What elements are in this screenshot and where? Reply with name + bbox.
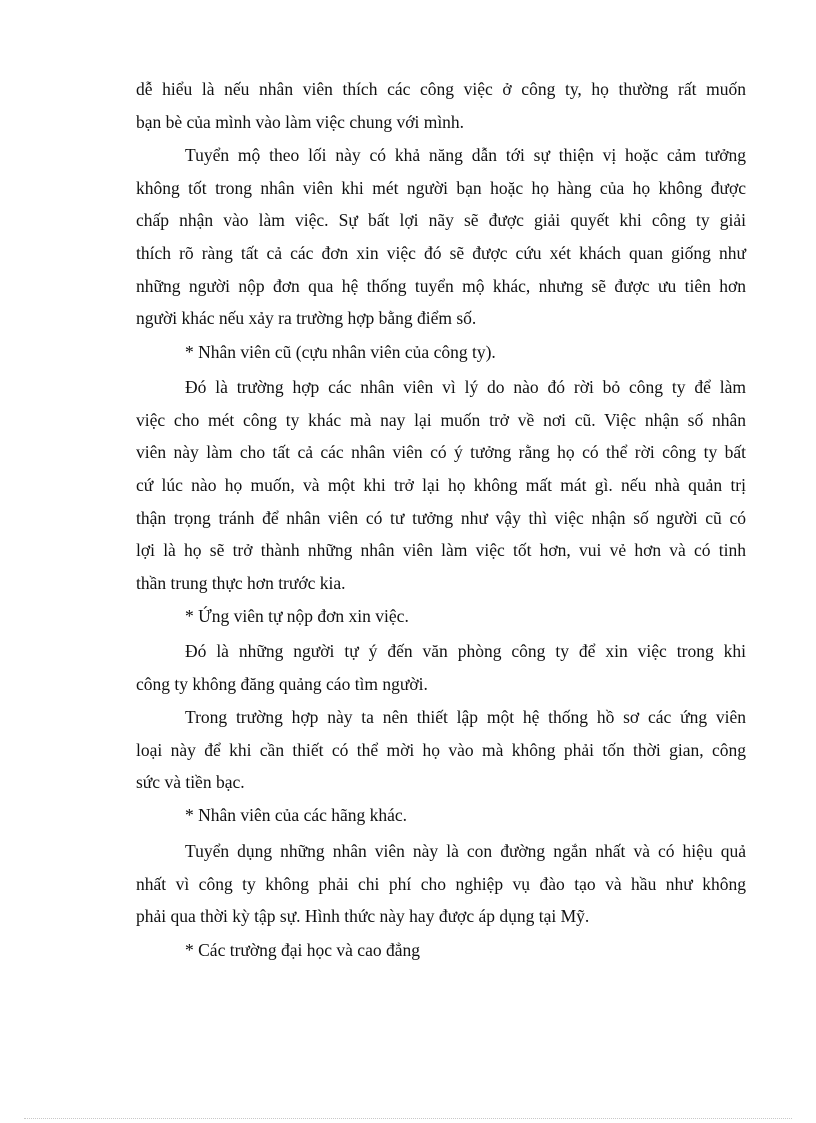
text-line: * Nhân viên cũ (cựu nhân viên của công ty).	[185, 342, 496, 362]
text-line: không tốt trong nhân viên khi mét người bạn hoặc họ hàng của họ không được	[136, 177, 746, 198]
text-line: những người nộp đơn qua hệ thống tuyển mộ khác, nhưng sẽ được ưu tiên hơn	[136, 275, 746, 296]
text-line: Tuyển mộ theo lối này có khả năng dẫn tới sự thiện vị hoặc cảm tưởng	[185, 145, 746, 165]
text-line: dễ hiểu là nếu nhân viên thích các công việc ở công ty, họ thường rất muốn	[136, 79, 746, 99]
text-line: sức và tiền bạc.	[136, 772, 245, 793]
text-line: lợi là họ sẽ trở thành những nhân viên làm việc tốt hơn, vui vẻ hơn và có tinh	[136, 540, 746, 561]
text-line: người khác nếu xảy ra trường hợp bằng điểm số.	[136, 308, 477, 329]
text-line: bạn bè của mình vào làm việc chung với mình.	[136, 111, 465, 132]
text-line: loại này để khi cần thiết có thể mời họ vào mà không phải tốn thời gian, công	[136, 739, 746, 760]
text-line: thận trọng tránh để nhân viên có tư tưởng như vậy thì việc nhận số người cũ có	[136, 507, 746, 528]
text-line: thần trung thực hơn trước kia.	[136, 573, 346, 594]
heading-walk-in-applicants	[136, 600, 746, 633]
paragraph-applicant-file	[136, 701, 746, 799]
text-line: viên này làm cho tất cả các nhân viên có ý tưởng rằng họ có thể rời công ty bất	[136, 442, 746, 463]
text-line: thích rõ ràng tất cả các đơn xin việc đó sẽ được cứu xét khách quan giống như	[136, 243, 746, 264]
text-line: * Các trường đại học và cao đẳng	[185, 940, 420, 960]
paragraph-former-employees	[136, 371, 746, 600]
text-line: nhất vì công ty không phải chi phí cho nghiệp vụ đào tạo và hầu như không	[136, 873, 746, 894]
text-line: công ty không đăng quảng cáo tìm người.	[136, 673, 428, 694]
text-line: Đó là trường hợp các nhân viên vì lý do nào đó rời bỏ công ty để làm	[185, 377, 746, 397]
paragraph-walk-in-applicants	[136, 635, 746, 700]
paragraph-referral-intro	[136, 73, 746, 138]
heading-universities	[136, 934, 746, 967]
text-line: Đó là những người tự ý đến văn phòng công ty để xin việc trong khi	[185, 641, 746, 661]
heading-former-employees	[136, 336, 746, 369]
text-line: việc cho mét công ty khác mà nay lại muốn trở về nơi cũ. Việc nhận số nhân	[136, 409, 746, 430]
text-line: Trong trường hợp này ta nên thiết lập một hệ thống hồ sơ các ứng viên	[185, 707, 746, 727]
heading-other-firms	[136, 799, 746, 832]
text-line: Tuyển dụng những nhân viên này là con đường ngắn nhất và có hiệu quả	[185, 841, 746, 861]
text-line: chấp nhận vào làm việc. Sự bất lợi nãy sẽ được giải quyết khi công ty giải	[136, 210, 746, 231]
text-line: cứ lúc nào họ muốn, và một khi trở lại họ không mất mát gì. nếu nhà quản trị	[136, 475, 746, 496]
paragraph-other-firms	[136, 835, 746, 933]
page-bottom-divider	[24, 1118, 792, 1119]
text-line: phải qua thời kỳ tập sự. Hình thức này hay được áp dụng tại Mỹ.	[136, 906, 590, 927]
text-line: * Ứng viên tự nộp đơn xin việc.	[185, 606, 409, 626]
text-line: * Nhân viên của các hãng khác.	[185, 805, 408, 825]
paragraph-referral-risk	[136, 139, 746, 335]
